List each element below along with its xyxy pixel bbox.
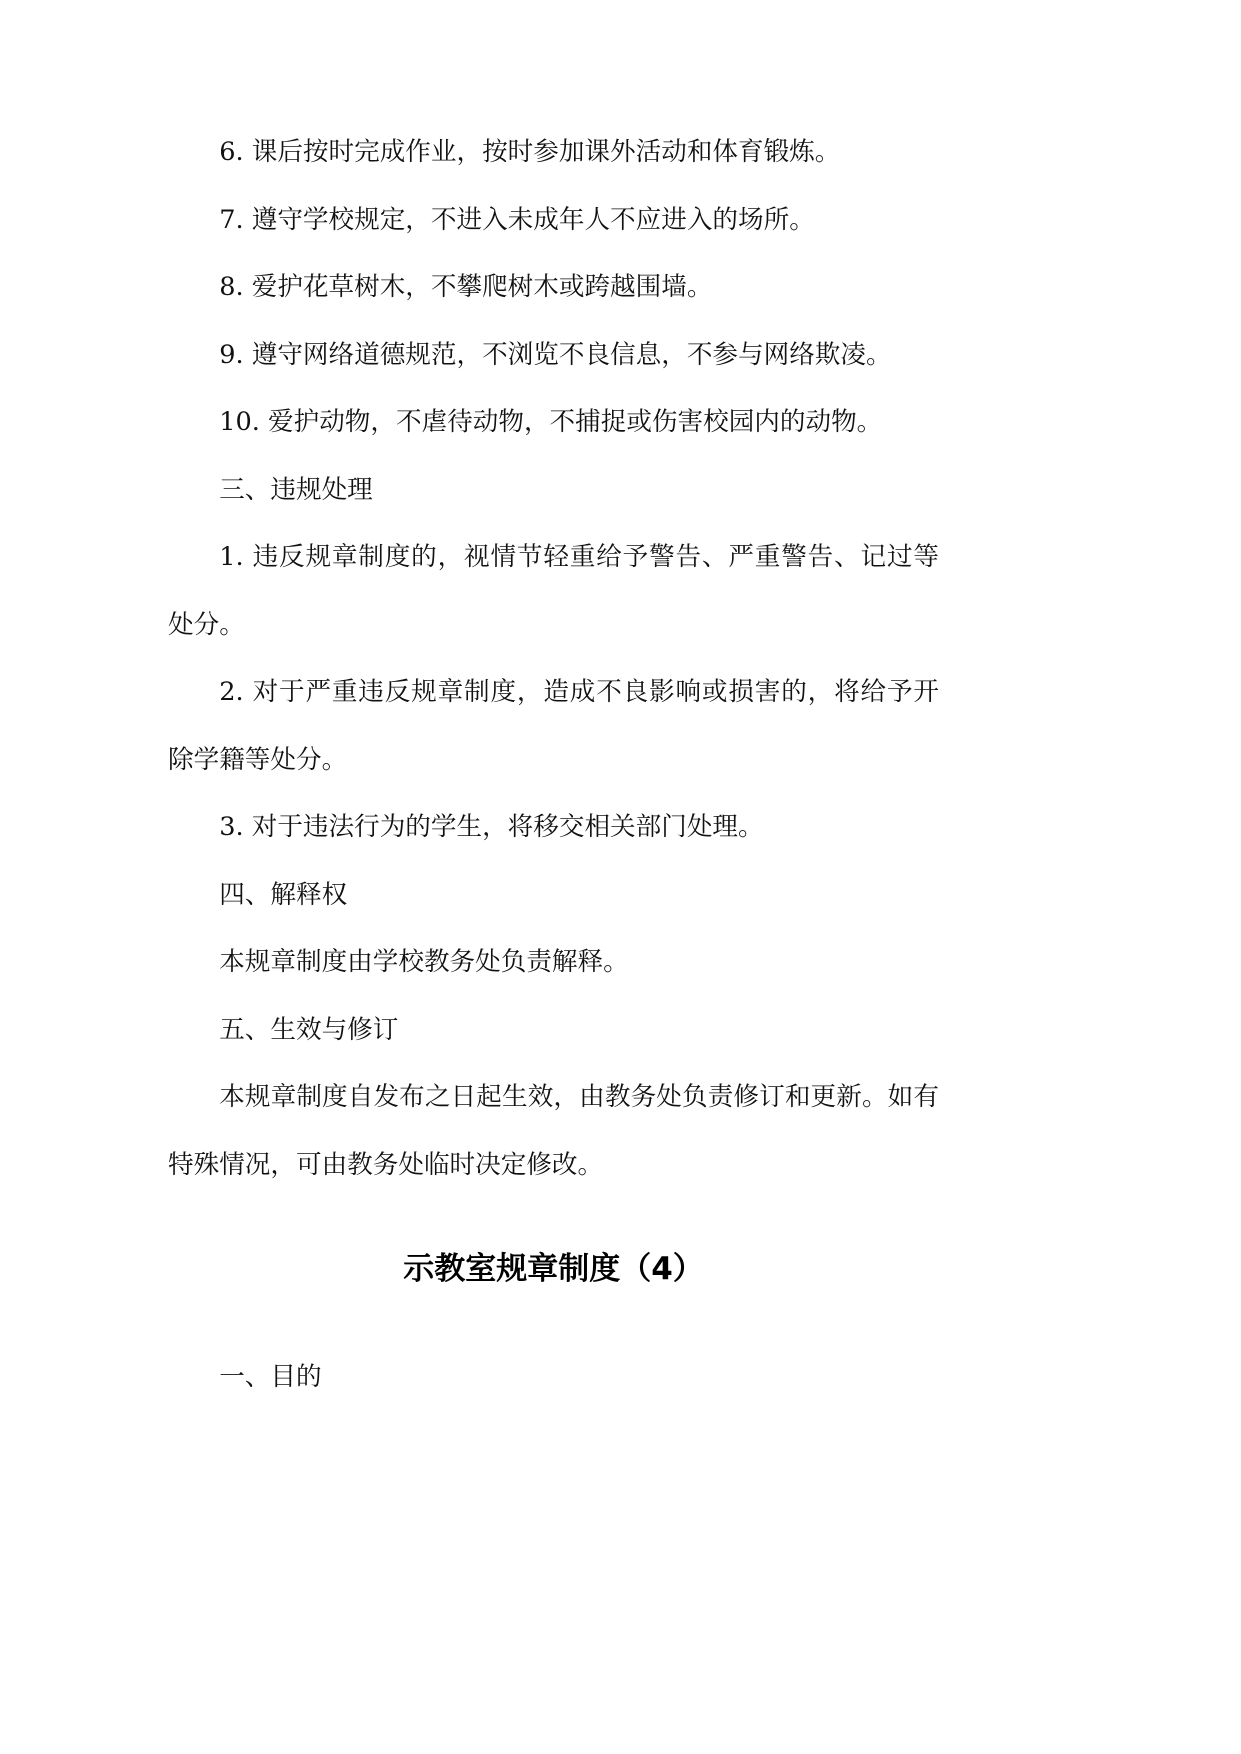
document-title: 示教室规章制度（4） — [403, 1250, 704, 1287]
rule-item-8: 8. 爱护花草树木，不攀爬树木或跨越围墙。 — [219, 272, 713, 302]
section-heading-effective-revision: 五、生效与修订 — [219, 1014, 399, 1045]
section-heading-purpose: 一、目的 — [219, 1361, 322, 1392]
section-heading-interpretation: 四、解释权 — [219, 879, 348, 910]
section-heading-violation-handling: 三、违规处理 — [219, 474, 373, 505]
penalty-item-2: 2. 对于严重违反规章制度，造成不良影响或损害的，将给予开除学籍等处分。 — [168, 677, 939, 775]
rule-item-10: 10. 爱护动物，不虐待动物，不捕捉或伤害校园内的动物。 — [219, 407, 883, 437]
penalty-item-3: 3. 对于违法行为的学生，将移交相关部门处理。 — [219, 812, 764, 842]
rule-item-9: 9. 遵守网络道德规范，不浏览不良信息，不参与网络欺凌。 — [219, 339, 892, 370]
rule-item-6: 6. 课后按时完成作业，按时参加课外活动和体育锻炼。 — [219, 137, 841, 167]
interpretation-text: 本规章制度由学校教务处负责解释。 — [219, 947, 629, 977]
document-body — [168, 119, 939, 1411]
rule-item-7: 7. 遵守学校规定，不进入未成年人不应进入的场所。 — [219, 204, 815, 235]
penalty-item-1: 1. 违反规章制度的，视情节轻重给予警告、严重警告、记过等处分。 — [168, 542, 939, 640]
effective-revision-text: 本规章制度自发布之日起生效，由教务处负责修订和更新。如有特殊情况，可由教务处临时决定修改。 — [168, 1082, 939, 1180]
